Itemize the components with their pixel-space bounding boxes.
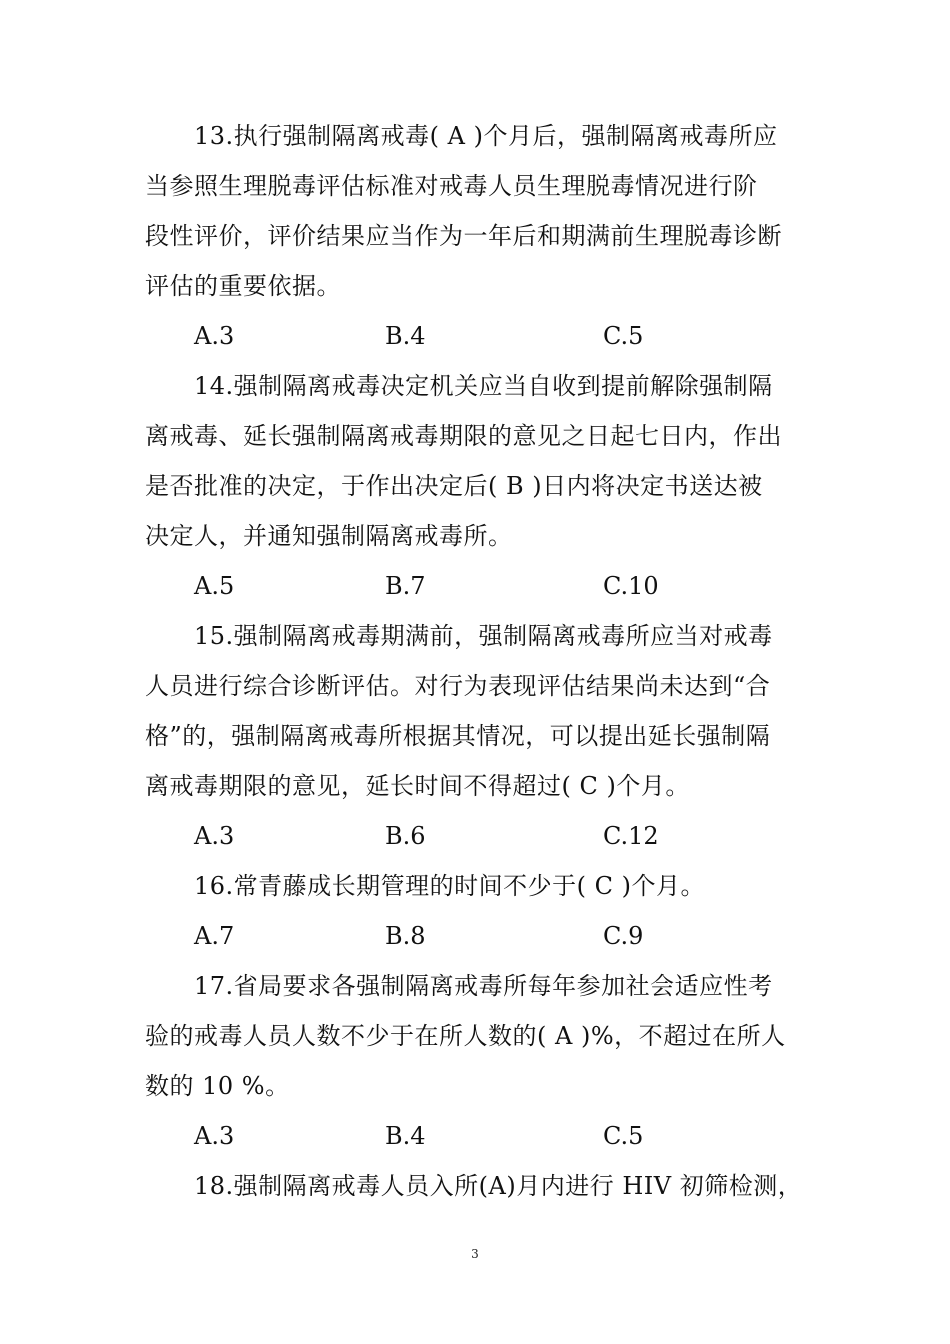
question-16 (145, 861, 825, 961)
question-18 (145, 1161, 825, 1211)
answer-options (145, 811, 825, 861)
answer-options (145, 911, 825, 961)
option-a: A.7 (194, 922, 235, 950)
question-line: 数的 10 %。 (145, 1072, 290, 1100)
answer-options (145, 1111, 825, 1161)
page-number: 3 (471, 1247, 479, 1261)
option-a: A.5 (194, 572, 235, 600)
question-14 (145, 361, 825, 611)
question-line: 当参照生理脱毒评估标准对戒毒人员生理脱毒情况进行阶 (145, 172, 758, 200)
question-line: 16.常青藤成长期管理的时间不少于( C )个月。 (194, 872, 706, 900)
option-c: C.10 (603, 572, 659, 600)
question-line: 验的戒毒人员人数不少于在所人数的( A )%，不超过在所人 (145, 1022, 786, 1050)
option-a: A.3 (194, 1122, 235, 1150)
question-15 (145, 611, 825, 861)
question-line: 17.省局要求各强制隔离戒毒所每年参加社会适应性考 (194, 972, 773, 1000)
question-line: 段性评价，评价结果应当作为一年后和期满前生理脱毒诊断 (145, 222, 782, 250)
question-line: 决定人，并通知强制隔离戒毒所。 (145, 522, 513, 550)
question-line: 14.强制隔离戒毒决定机关应当自收到提前解除强制隔 (194, 372, 773, 400)
option-b: B.4 (385, 1122, 426, 1150)
option-b: B.8 (385, 922, 426, 950)
answer-options (145, 311, 825, 361)
question-line: 评估的重要依据。 (145, 272, 341, 300)
answer-options (145, 561, 825, 611)
question-13 (145, 111, 825, 361)
question-line: 是否批准的决定，于作出决定后( B )日内将决定书送达被 (145, 472, 763, 500)
question-line: 离戒毒期限的意见，延长时间不得超过( C )个月。 (145, 772, 690, 800)
question-line: 格”的，强制隔离戒毒所根据其情况，可以提出延长强制隔 (145, 722, 771, 750)
option-b: B.6 (385, 822, 426, 850)
option-c: C.5 (603, 322, 644, 350)
question-line: 离戒毒、延长强制隔离戒毒期限的意见之日起七日内，作出 (145, 422, 782, 450)
question-line: 13.执行强制隔离戒毒( A )个月后，强制隔离戒毒所应 (194, 122, 778, 150)
option-b: B.4 (385, 322, 426, 350)
question-line: 人员进行综合诊断评估。对行为表现评估结果尚未达到“合 (145, 672, 771, 700)
option-c: C.9 (603, 922, 644, 950)
question-line: 15.强制隔离戒毒期满前，强制隔离戒毒所应当对戒毒 (194, 622, 773, 650)
option-b: B.7 (385, 572, 426, 600)
question-17 (145, 961, 825, 1161)
option-a: A.3 (194, 822, 235, 850)
option-c: C.12 (603, 822, 659, 850)
option-a: A.3 (194, 322, 235, 350)
document-body (145, 111, 825, 1211)
option-c: C.5 (603, 1122, 644, 1150)
question-line: 18.强制隔离戒毒人员入所(A)月内进行 HIV 初筛检测， (194, 1172, 803, 1200)
